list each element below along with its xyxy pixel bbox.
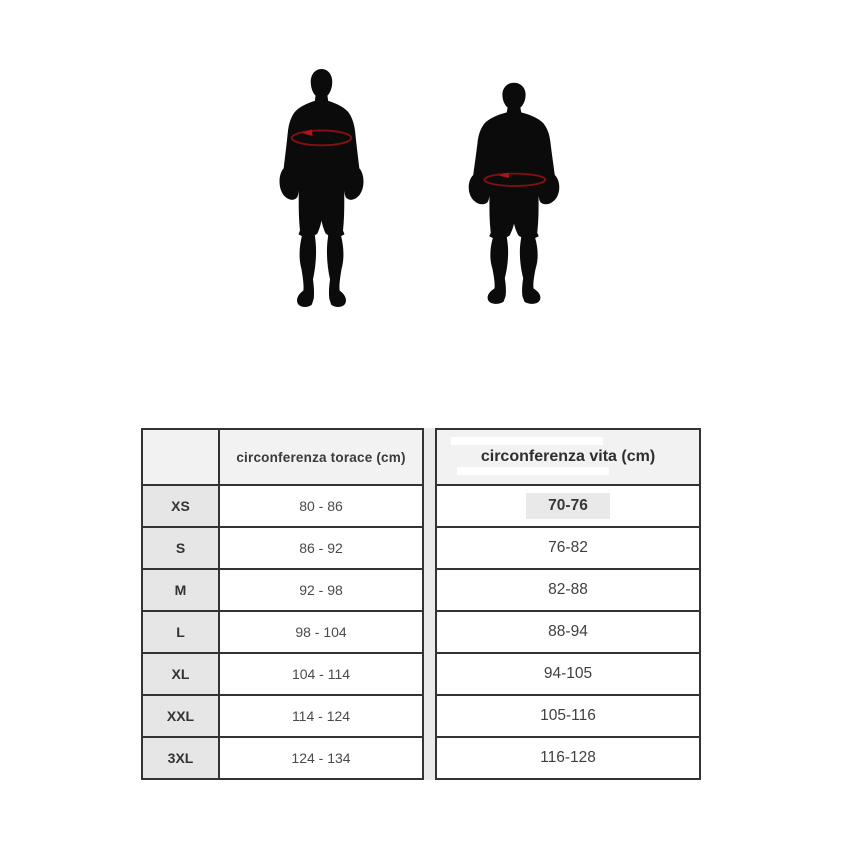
size-label: 3XL	[142, 737, 219, 779]
vita-value: 82-88	[436, 569, 700, 611]
table-row-xxl	[142, 695, 423, 737]
vita-value: 94-105	[436, 653, 700, 695]
size-table	[141, 428, 701, 780]
torace-column-header: circonferenza torace (cm)	[219, 429, 423, 485]
table-row-s	[436, 527, 700, 569]
table-row-xs	[436, 485, 700, 527]
vita-value: 116-128	[436, 737, 700, 779]
table-row-m	[436, 569, 700, 611]
table-row-l	[142, 611, 423, 653]
boxer-silhouette-chest-measure-icon	[277, 66, 366, 318]
column-gap-divider	[424, 428, 435, 780]
table-row-3xl	[436, 737, 700, 779]
header-row	[142, 429, 423, 485]
torace-value: 104 - 114	[219, 653, 423, 695]
vita-value: 88-94	[436, 611, 700, 653]
table-row-xs	[142, 485, 423, 527]
table-row-xl	[436, 653, 700, 695]
size-label: XS	[142, 485, 219, 527]
boxer-body	[469, 83, 560, 304]
torace-value: 92 - 98	[219, 569, 423, 611]
torace-value: 124 - 134	[219, 737, 423, 779]
torace-value: 86 - 92	[219, 527, 423, 569]
torace-value: 114 - 124	[219, 695, 423, 737]
vita-value: 105-116	[436, 695, 700, 737]
table-row-3xl	[142, 737, 423, 779]
torace-value: 98 - 104	[219, 611, 423, 653]
table-row-xxl	[436, 695, 700, 737]
corner-header-cell	[142, 429, 219, 485]
boxer-body	[280, 69, 364, 307]
highlighted-value: 70-76	[526, 493, 610, 519]
table-row-m	[142, 569, 423, 611]
vita-value	[436, 485, 700, 527]
table-row-l	[436, 611, 700, 653]
table-row-xl	[142, 653, 423, 695]
size-label: L	[142, 611, 219, 653]
selection-highlight-bar	[451, 437, 603, 445]
header-row	[436, 429, 700, 485]
selection-highlight-bar	[457, 467, 609, 475]
torace-value: 80 - 86	[219, 485, 423, 527]
size-label: M	[142, 569, 219, 611]
size-label: XL	[142, 653, 219, 695]
size-label: XXL	[142, 695, 219, 737]
vita-column-header: circonferenza vita (cm)	[436, 429, 700, 485]
boxer-silhouette-waist-measure-icon	[466, 80, 562, 314]
size-label: S	[142, 527, 219, 569]
vita-table	[435, 428, 701, 780]
vita-value: 76-82	[436, 527, 700, 569]
size-torace-table	[141, 428, 424, 780]
table-row-s	[142, 527, 423, 569]
